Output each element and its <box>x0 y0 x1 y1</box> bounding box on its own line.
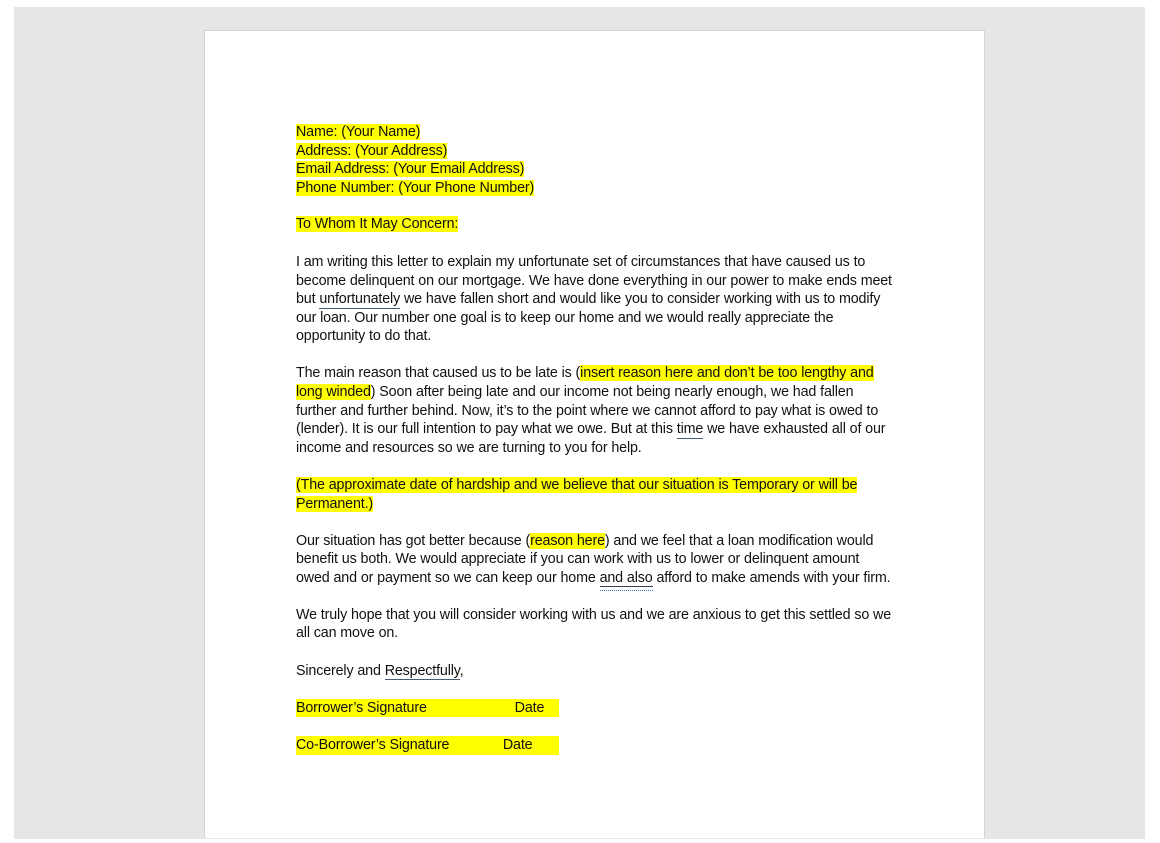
sender-email-line <box>296 160 896 179</box>
paragraph-situation-part2: ) and we feel that a loan modification would benefit us both. We would appreciate if you can work with us to lower or delinquent amount owed and or payment so we can keep our home <box>296 532 874 586</box>
paragraph-closing-hope-text: We truly hope that you will consider working with us and we are anxious to get this settled so we all can move on. <box>296 606 892 642</box>
sender-email-text: Email Address: (Your Email Address) <box>296 161 525 178</box>
highlighted-insert-reason: insert reason here and don’t be too lengthy and long winded <box>296 365 874 401</box>
sender-name-text: Name: (Your Name) <box>296 124 421 140</box>
paragraph-reason-part1: The main reason that caused us to be late is ( <box>296 365 581 382</box>
paragraph-intro-part1: I am writing this letter to explain my unfortunate set of circumstances that have caused us to become delinquent on our mortgage. We have done everything in our power to make ends meet but <box>296 253 892 308</box>
paragraph-intro-part2: we have fallen short and would like you to consider working with us to modify our loan. Our number one goal is to keep our home and we would really appreciate the opportunity to do that. <box>296 291 881 345</box>
paragraph-reason-part3: we have exhausted all of our income and resources so we are turning to you for help. <box>296 421 886 456</box>
co-borrower-signature-label: Co-Borrower’s Signature Date <box>296 736 559 755</box>
paragraph-situation-improved <box>296 532 896 588</box>
sender-address-line <box>296 142 896 161</box>
sender-address-text: Address: (Your Address) <box>296 142 448 159</box>
paragraph-reason <box>296 364 896 457</box>
grammar-flagged-and-also: and also <box>599 569 653 586</box>
borrower-signature-row <box>296 699 896 718</box>
paragraph-situation-part1: Our situation has got better because ( <box>296 532 531 549</box>
closing-part2: , <box>459 662 464 679</box>
paragraph-hardship-date <box>296 476 896 513</box>
closing-part1: Sincerely and <box>296 662 385 679</box>
paragraph-closing-hope <box>296 606 896 643</box>
signature-block <box>296 699 896 755</box>
page-sheet <box>204 30 985 838</box>
paragraph-reason-part2: ) Soon after being late and our income not being nearly enough, we had fallen further and further behind. Now, it’s to the point where we cannot afford to pay what is owed to (lender). It is our full intention to pay what we owe. But at this <box>296 384 879 438</box>
signature-spacer <box>296 717 896 736</box>
underlined-word-unfortunately: unfortunately <box>319 291 401 308</box>
paragraph-intro <box>296 253 896 346</box>
highlighted-hardship-date: (The approximate date of hardship and we believe that our situation is Temporary or will be Permanent.) <box>296 476 858 512</box>
sender-phone-line <box>296 179 896 198</box>
paragraph-situation-part3: afford to make amends with your firm. <box>652 569 891 586</box>
borrower-signature-label: Borrower’s Signature Date <box>296 699 559 718</box>
sender-name-line <box>296 123 896 142</box>
underlined-word-time: time <box>676 421 704 438</box>
sender-contact-block <box>296 123 896 197</box>
sender-phone-text: Phone Number: (Your Phone Number) <box>296 179 535 196</box>
highlighted-reason-here: reason here <box>530 532 605 549</box>
co-borrower-signature-row <box>296 736 896 755</box>
closing-salutation <box>296 662 896 681</box>
underlined-word-respectfully: Respectfully <box>384 662 460 679</box>
page-content <box>296 123 896 755</box>
document-canvas <box>14 7 1145 839</box>
salutation-line <box>296 215 896 234</box>
salutation-text: To Whom It May Concern: <box>296 216 459 233</box>
